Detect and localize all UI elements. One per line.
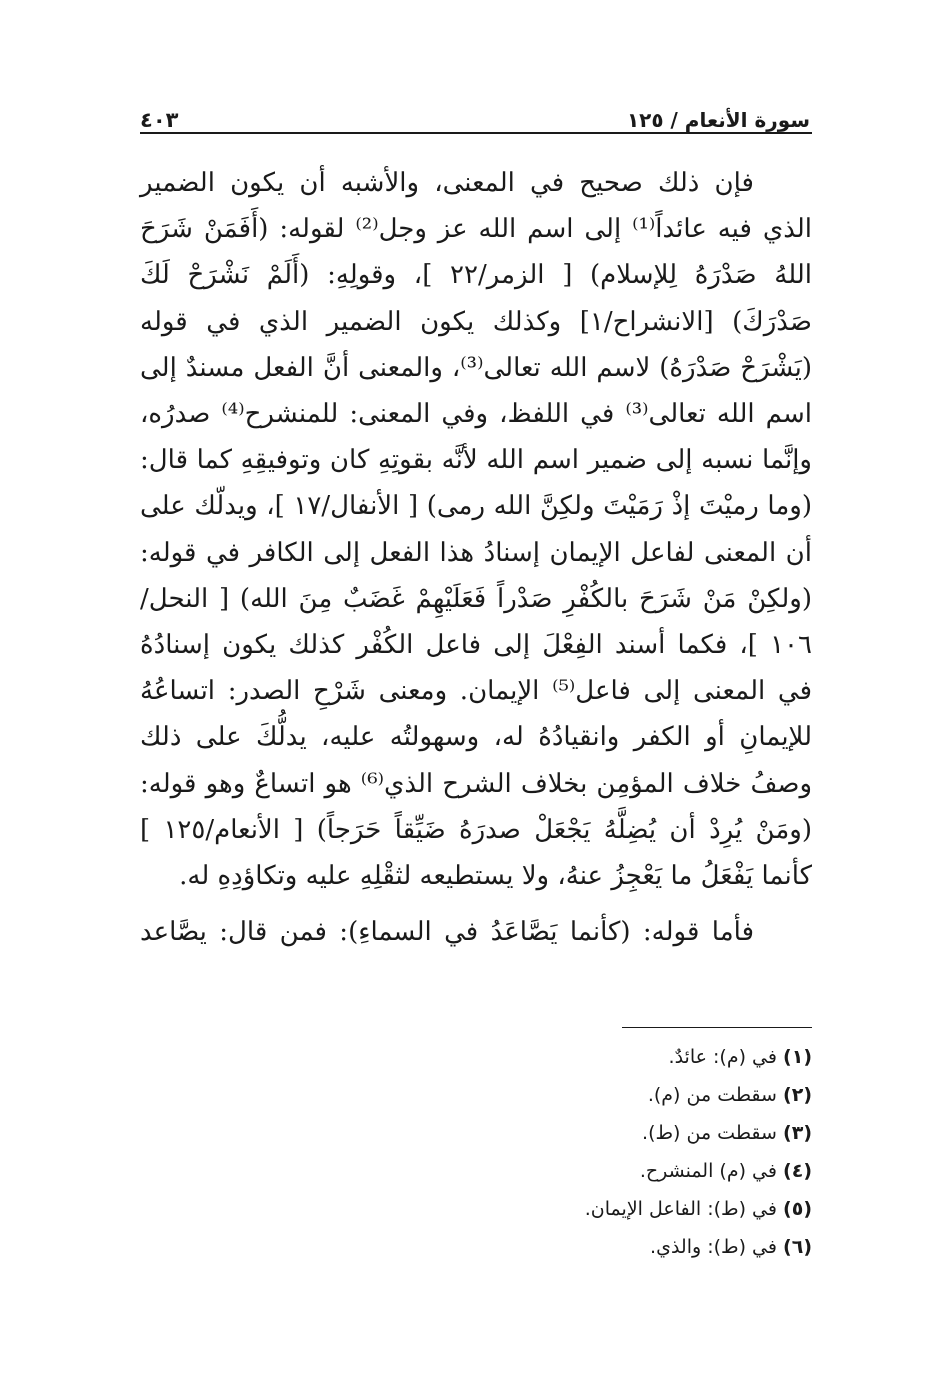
footnote-number: (٦): [783, 1236, 812, 1258]
footnote-text: في (ط): والذي.: [650, 1236, 777, 1258]
footnote-item: [420, 1076, 812, 1114]
footnote-text: في (م) المنشرح.: [639, 1160, 777, 1182]
footnote-number: (٥): [783, 1198, 812, 1220]
footnote-item: [420, 1190, 812, 1228]
main-text: [140, 160, 812, 965]
header-rule: [140, 132, 812, 134]
footnote-item: [420, 1152, 812, 1190]
footnote-text: في (ط): الفاعل الإيمان.: [584, 1198, 777, 1220]
page-number: ٤٠٣: [140, 108, 179, 132]
footnote-text: في (م): عائدٌ.: [668, 1046, 777, 1068]
footnote-item: [420, 1114, 812, 1152]
paragraph-1: فإن ذلك صحيح في المعنى، والأشبه أن يكون الضمير الذي فيه عائداً⁽¹⁾ إلى اسم الله عز وجل⁽²⁾ لقوله: (أَفَمَنْ شَرَحَ اللهُ صَدْرَهُ لِلإسلام) [ الزمر/٢٢ ]، وقولِهِ: (أَلَمْ نَشْرَحْ لَكَ صَدْرَكَ) [الانشراح/١] وكذلك يكون الضمير الذي في قوله (يَشْرَحْ صَدْرَهُ) لاسم الله تعالى⁽³⁾، والمعنى أنَّ الفعل مسندٌ إلى اسم الله تعالى⁽³⁾ في اللفظ، وفي المعنى: للمنشرح⁽⁴⁾ صدرُه، وإنَّما نسبه إلى ضمير اسم الله لأنَّه بقوتِهِ كان وتوفيقِهِ كما قال: (وما رميْتَ إذْ رَمَيْتَ ولكِنَّ الله رمى) [ الأنفال/١٧ ]، ويدلّك على أن المعنى لفاعل الإيمان إسنادُ هذا الفعل إلى الكافر في قوله: (ولكِنْ مَنْ شَرَحَ بالكُفْرِ صَدْراً فَعَلَيْهِمْ غَضَبٌ مِنَ الله) [ النحل/١٠٦ ]، فكما أسند الفِعْلَ إلى فاعل الكُفْر كذلك يكون إسنادُهُ في المعنى إلى فاعل⁽⁵⁾ الإيمان. ومعنى شَرْحِ الصدر: اتساعُهُ للإيمانِ أو الكفر وانقيادُهُ له، وسهولتُه عليه، يدلُّكَ على ذلك وصفُ خلاف المؤمِن بخلاف الشرح الذي⁽⁶⁾ هو اتساعٌ وهو قوله: (ومَنْ يُرِدْ أن يُضِلَّهُ يَجْعَلْ صدرَهُ ضَيِّقاً حَرَجاً) [ الأنعام/١٢٥ ] كأنما يَفْعَلُ ما يَعْجِزُ عنهُ، ولا يستطيعه لثقْلِهِ عليه وتكاؤدِهِ له.: [140, 168, 813, 892]
footnotes-list: [420, 1038, 812, 1266]
footnote-separator: [622, 1027, 812, 1028]
footnote-text: سقطت من (م).: [647, 1084, 777, 1106]
footnote-item: [420, 1228, 812, 1266]
footnote-item: [420, 1038, 812, 1076]
footnote-number: (١): [783, 1046, 812, 1068]
footnote-number: (٤): [783, 1160, 812, 1182]
footnote-text: سقطت من (ط).: [642, 1122, 777, 1144]
footnote-number: (٣): [783, 1122, 812, 1144]
footnote-number: (٢): [783, 1084, 812, 1106]
running-title: سورة الأنعام / ١٢٥: [626, 108, 810, 132]
page-header: [140, 92, 810, 132]
paragraph-2: فأما قوله: (كأنما يَصَّاعَدُ في السماءِ): فمن قال: يصَّاعد: [140, 917, 754, 948]
